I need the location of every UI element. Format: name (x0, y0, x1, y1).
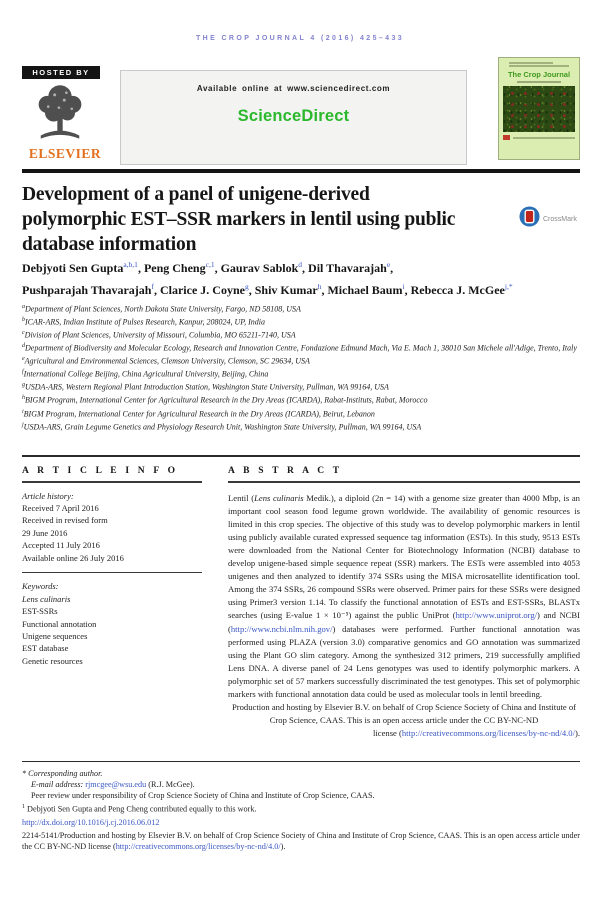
heading-rule (228, 481, 580, 483)
author: Dil Thavarajah$^e$, (308, 260, 394, 275)
keyword: EST database (22, 643, 69, 654)
uniprot-link[interactable]: http://www.uniprot.org/ (455, 610, 538, 621)
heading-rule (22, 481, 202, 483)
keyword: Unigene sequences (22, 631, 88, 642)
history-item: 29 June 2016 (22, 527, 68, 538)
section-divider-rule (22, 455, 580, 457)
crossmark-icon (519, 206, 540, 232)
affiliation: $^f$International College Beijing, China Agricultural University, Beijing, China (22, 369, 269, 379)
author: Gaurav Sablok$^d$, (220, 260, 309, 275)
keyword: Lens culinaris (22, 593, 71, 604)
elsevier-tree-icon (27, 82, 93, 149)
affiliation: $^h$BIGM Program, International Center for Agricultural Research in the Dry Areas (ICARDA), Rabat-Instituts, Rabat, Morocco (22, 395, 428, 406)
production-note: Production and hosting by Elsevier B.V. on behalf of Crop Science Society of China and Institute of Crop Science, CAAS. This is an open access article under the CC BY-NC-ND (231, 702, 576, 726)
doi-link[interactable]: http://dx.doi.org/10.1016/j.cj.2016.06.012 (22, 818, 160, 827)
elsevier-logo: ELSEVIER (28, 146, 102, 161)
info-divider-rule (22, 572, 202, 573)
affiliation-list (22, 302, 580, 433)
ncbi-link[interactable]: http://www.ncbi.nlm.nih.gov/ (230, 623, 333, 634)
author-line (22, 256, 580, 278)
affiliation: $^c$Division of Plant Sciences, University of Missouri, Columbia, MO 65211-7140, USA (22, 330, 296, 340)
history-item: Accepted 11 July 2016 (22, 540, 100, 551)
cc-license-link[interactable]: http://creativecommons.org/licenses/by-nc-nd/4.0/ (115, 842, 281, 852)
peer-review-note: Peer review under responsibility of Crop Science Society of China and Institute of Crop Science, CAAS. (31, 791, 375, 801)
article-info-heading: A R T I C L E I N F O (22, 466, 179, 476)
title-line: database information (22, 234, 197, 255)
journal-header-line: THE CROP JOURNAL 4 (2016) 425–433 (195, 35, 405, 42)
affiliation: $^j$USDA-ARS, Grain Legume Genetics and Physiology Research Unit, Washington State University, Pullman, WA 99164, USA (22, 421, 422, 432)
author: Michael Baum$^i$, (327, 281, 411, 297)
title-line: Development of a panel of unigene-derived (22, 184, 370, 205)
affiliation: $^d$Department of Biodiversity and Molecular Ecology, Research and Innovation Centre, Fondazione Edmund Mach, Via E. Mach 1, 38010 San Michele all'Adige, Trento, Italy (22, 343, 577, 353)
license-link[interactable]: http://creativecommons.org/licenses/by-nc-nd/4.0/ (401, 728, 575, 739)
history-item: Available online 26 July 2016 (22, 552, 124, 563)
abstract-text: Lentil (Lens culinaris Medik.), a diploid (2n = 14) with a genome size greater than 4000 Mbp, is an important cool season food legume grown worldwide. The availability of genomic resources is limited in this crop species. The objective of this study was to develop polymorphic markers in lentil using publicly available curated expressed sequence tag information (ESTs). In this study, 9513 ESTs were downloaded from the National Center for Biotechnology Information (NCBI) database to develop unigene-based simple sequence repeat (SSR) markers. The ESTs were assembled into 4053 unigenes and then analyzed to identify 374 SSRs using the MISA microsatellite identification tool. Among the 374 SSRs, 26 compound SSRs were observed. Primer pairs for these SSRs were designed using Primer3 version 1.14. To classify the functional annotation of ESTs and EST-SSRs, BLASTx searches (using E-value 1 × 10⁻⁵) against the public UniProt (http://www.uniprot.org/) and NCBI (http://www.ncbi.nlm.nih.gov/) databases were performed. Further functional annotation was performed using PLAZA (version 3.0) comparative genomics and GO annotation was summarized using the Plant GO slim category. Among the synthesized 312 primers, 219 successfully amplified Lens DNA. A diverse panel of 24 Lens genotypes was used to identify polymorphic markers. A polymorphic set of 57 markers successfully discriminated the test genotypes. This set of polymorphic markers with functional annotation data could be used as molecular tools in lentil breeding. (228, 492, 580, 699)
cover-decor-bar (509, 62, 553, 64)
cover-publisher-chip (503, 135, 510, 140)
cover-crop-photo (503, 86, 575, 132)
available-online-text: Available online at www.sciencedirect.com (196, 84, 391, 93)
author: Shiv Kumar$^h$, (254, 281, 328, 297)
affiliation: $^e$Agricultural and Environmental Sciences, Clemson University, Clemson, SC 29634, USA (22, 356, 310, 366)
keyword: EST-SSRs (22, 606, 58, 617)
cover-decor-bar (513, 137, 575, 139)
author: Debjyoti Sen Gupta$^{a,b,1}$, (22, 260, 144, 275)
history-item: Received 7 April 2016 (22, 503, 99, 513)
email-link[interactable]: rjmcgee@wsu.edu (85, 780, 147, 790)
cover-decor-bar (517, 81, 561, 83)
affiliation: $^a$Department of Plant Sciences, North Dakota State University, Fargo, ND 58108, USA (22, 304, 301, 314)
sciencedirect-box (120, 70, 467, 165)
author: Pushparajah Thavarajah$^f$, (22, 281, 160, 297)
footnotes (22, 768, 580, 815)
crossmark-badge[interactable] (519, 206, 579, 232)
author-list (22, 256, 580, 299)
author: Clarice J. Coyne$^g$, (159, 281, 255, 297)
history-item: Received in revised form (22, 515, 108, 526)
hosted-by-badge: HOSTED BY (22, 66, 100, 79)
header-divider-rule (22, 169, 580, 173)
contribution-note: $^1$ Debjyoti Sen Gupta and Peng Cheng contributed equally to this work. (22, 803, 257, 814)
affiliation: $^g$USDA-ARS, Western Regional Plant Introduction Station, Washington State University, Pullman, WA 99164, USA (22, 382, 389, 393)
abstract-heading: A B S T R A C T (228, 466, 343, 476)
license-note: license (http://creativecommons.org/licenses/by-nc-nd/4.0/). (373, 728, 580, 739)
affiliation: $^i$BIGM Program, International Center for Agricultural Research in the Dry Areas (ICARDA), Beirut, Lebanon (22, 408, 375, 419)
doi-line (22, 818, 580, 827)
author: Peng Cheng$^{c,1}$, (143, 260, 221, 275)
abstract-column (228, 466, 580, 740)
journal-cover (498, 57, 580, 160)
keyword: Functional annotation (22, 618, 97, 629)
title-line: polymorphic EST–SSR markers in lentil using public (22, 209, 456, 230)
page-title (22, 182, 527, 257)
cover-decor-bar (509, 65, 569, 67)
email-note: E-mail address: rjmcgee@wsu.edu (R.J. McGee). (31, 780, 195, 790)
corresponding-author-note: * Corresponding author. (22, 769, 103, 778)
keywords-label: Keywords: (22, 581, 59, 592)
cover-journal-title: The Crop Journal (507, 70, 571, 79)
issn-copyright-line: 2214-5141/Production and hosting by Elsevier B.V. on behalf of Crop Science Society of China and Institute of Crop Science, CAAS. This is an open access article under the CC BY-NC-ND license (http://creativecommons.org/licenses/by-nc-nd/4.0/). (22, 831, 580, 852)
history-label: Article history: (22, 490, 74, 501)
crossmark-label: CrossMark (543, 215, 577, 223)
keyword: Genetic resources (22, 655, 83, 666)
author: Rebecca J. McGee$^{j,*}$ (410, 281, 513, 297)
footnote-divider-rule (22, 761, 580, 762)
affiliation: $^b$ICAR-ARS, Indian Institute of Pulses Research, Kanpur, 208024, UP, India (22, 317, 265, 327)
article-info-column (22, 466, 202, 667)
sciencedirect-logo[interactable]: ScienceDirect (237, 107, 350, 125)
author-line (22, 278, 580, 300)
